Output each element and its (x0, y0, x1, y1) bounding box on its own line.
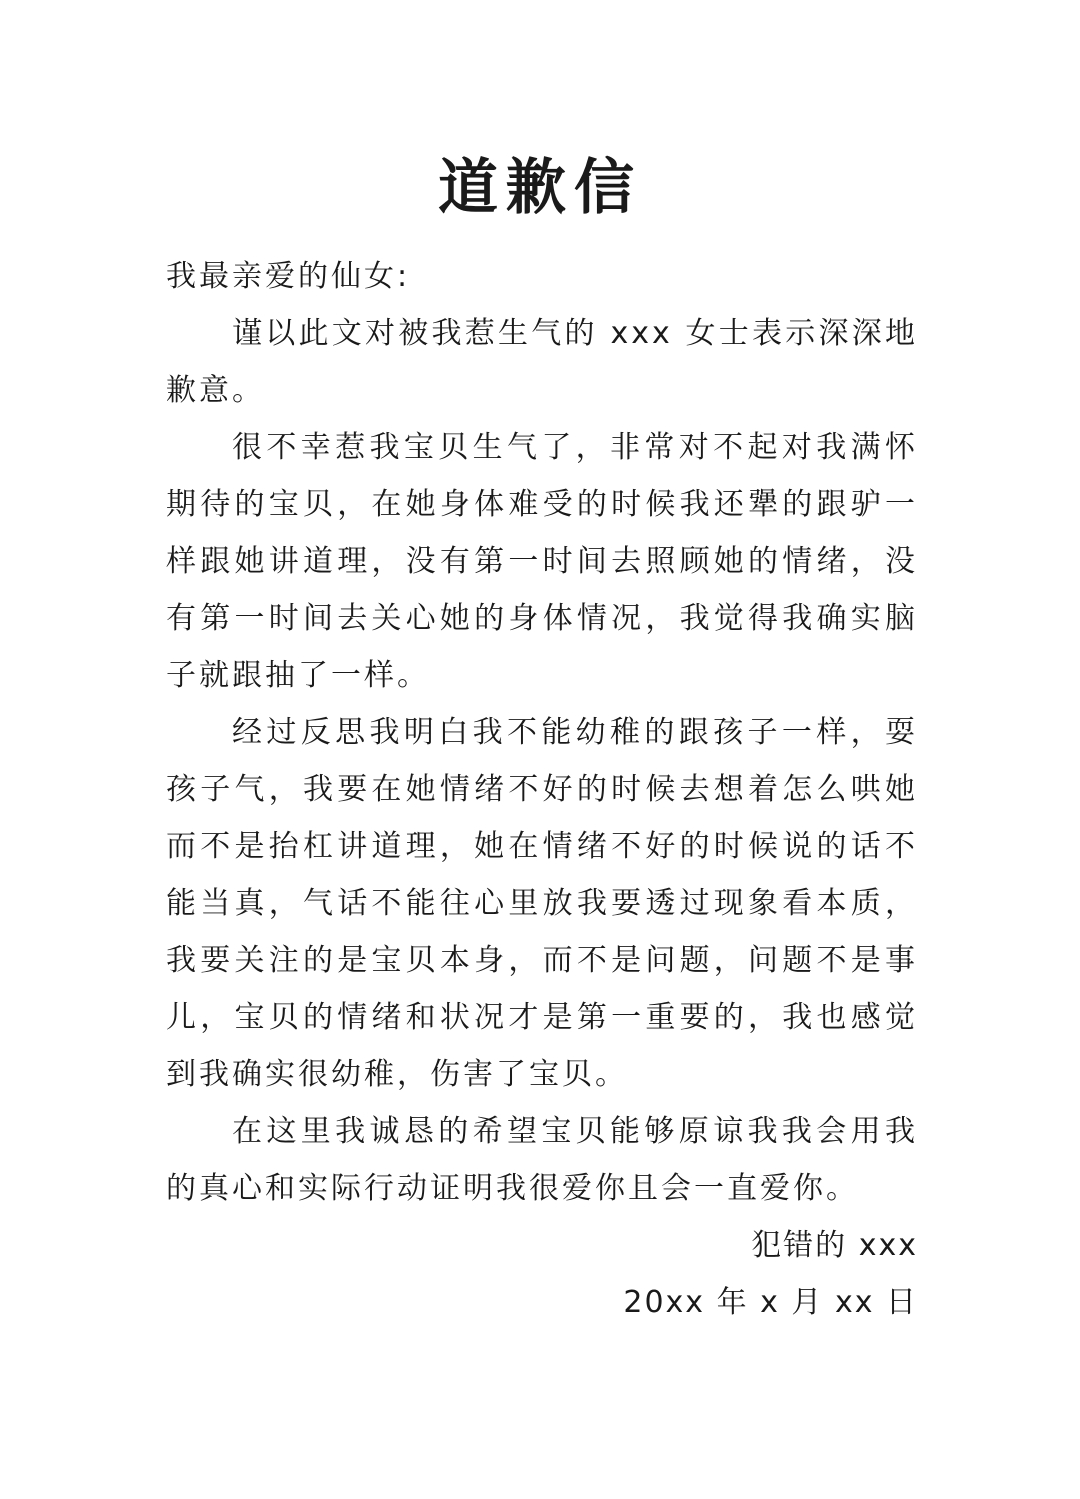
letter-date: 20xx 年 x 月 xx 日 (623, 1285, 918, 1320)
letter-paragraph-4: 在这里我诚恳的希望宝贝能够原谅我我会用我的真心和实际行动证明我很爱你且会一直爱你。 (166, 1114, 918, 1206)
letter-paragraph-1: 谨以此文对被我惹生气的 xxx 女士表示深深地歉意。 (166, 316, 918, 408)
letter-signature: 犯错的 xxx (751, 1228, 918, 1263)
letter-paragraph-2: 很不幸惹我宝贝生气了，非常对不起对我满怀期待的宝贝，在她身体难受的时候我还犟的跟驴一样跟她讲道理，没有第一时间去照顾她的情绪，没有第一时间去关心她的身体情况，我觉得我确实脑子就跟抽了一样。 (166, 430, 918, 693)
letter-paragraph-3: 经过反思我明白我不能幼稚的跟孩子一样，耍孩子气，我要在她情绪不好的时候去想着怎么哄她而不是抬杠讲道理，她在情绪不好的时候说的话不能当真，气话不能往心里放我要透过现象看本质，我要关注的是宝贝本身，而不是问题，问题不是事儿，宝贝的情绪和状况才是第一重要的，我也感觉到我确实很幼稚，伤害了宝贝。 (166, 715, 918, 1092)
letter-body (166, 248, 918, 1331)
letter-greeting: 我最亲爱的仙女: (166, 259, 411, 294)
letter-title: 道歉信 (438, 153, 642, 223)
